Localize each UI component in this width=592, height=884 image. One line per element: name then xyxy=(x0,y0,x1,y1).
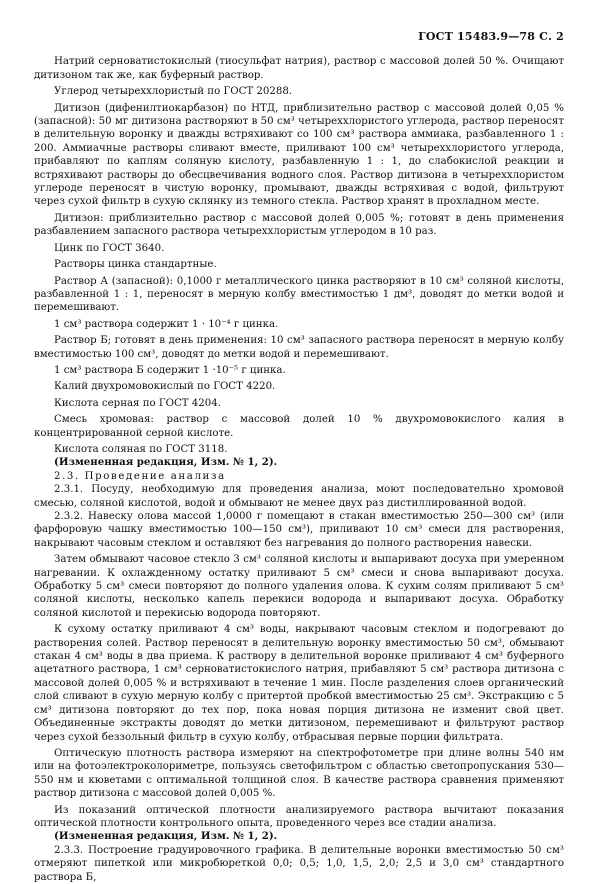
paragraph-sulfuric-acid: Кислота серная по ГОСТ 4204. xyxy=(54,397,221,409)
paragraph-2-3-3: 2.3.3. Построение градуировочного графика. В делительные воронки вместимостью 50 см³ отмеряют пипеткой или микробюреткой 0,0; 0,5; 1,0, 1,5, 2,0; 2,5 и 3,0 см³ стандартного раствора Б, xyxy=(34,844,564,883)
paragraph-optical-density: Оптическую плотность раствора измеряют на спектрофотометре при длине волны 540 нм или на фотоэлектроколориметре, пользуясь светофильтром с областью светопропускания 530—550 нм и кюветами с оптимальной толщиной слоя. В качестве раствора сравнения применяют раствор дитизона с массовой долей 0,005 %. xyxy=(34,747,564,800)
paragraph-2-3-2: 2.3.2. Навеску олова массой 1,0000 г помещают в стакан вместимостью 250—300 см³ (или фарфоровую чашку вместимостью 100—150 см³), приливают 10 см³ смеси для растворения, накрывают часовым стеклом и оставляют без нагревания до полного растворения навески. xyxy=(34,511,564,549)
paragraph-2-3-1: 2.3.1. Посуду, необходимую для проведения анализа, моют последовательно хромовой смесью, соляной кислотой, водой и обмывают не менее двух раз дистиллированной водой. xyxy=(34,484,564,509)
paragraph-solution-a-content: 1 см³ раствора содержит 1 · 10⁻⁴ г цинка. xyxy=(54,318,279,330)
paragraph-solution-a: Раствор А (запасной): 0,1000 г металлического цинка растворяют в 10 см³ соляной кислоты, разбавленной 1 : 1, переносят в мерную колбу вместимостью 1 дм³, доводят до метки водой и перемешивают. xyxy=(34,275,564,314)
paragraph-evaporation: Затем обмывают часовое стекло 3 см³ соляной кислоты и выпаривают досуха при умеренном нагревании. К охлажденному остатку приливают 5 см³ смеси и снова выпаривают досуха. Обработку 5 см³ смеси повторяют до полного удаления олова. К сухим солям приливают 5 см³ соляной кислоты, несколько капель перекиси водорода и выпаривают досуха. Обработку соляной кислотой и перекисью водорода повторяют. xyxy=(34,554,564,619)
paragraph-hydrochloric-acid: Кислота соляная по ГОСТ 3118. xyxy=(54,443,228,455)
paragraph-zinc-standards: Растворы цинка стандартные. xyxy=(54,259,217,271)
paragraph-chromic-mixture: Смесь хромовая: раствор с массовой долей 10 % двухромовокислого калия в концентрированной серной кислоте. xyxy=(34,414,564,439)
amendment-note: (Измененная редакция, Изм. № 1, 2). xyxy=(54,456,278,469)
paragraph-blank-subtraction: Из показаний оптической плотности анализируемого раствора вычитают показания оптической плотности контрольного опыта, проведенного через все стадии анализа. xyxy=(34,804,564,829)
paragraph-sodium-thiosulfate: Натрий серноватистокислый (тиосульфат натрия), раствор с массовой долей 50 %. Очищают дитизоном так же, как буферный раствор. xyxy=(34,56,564,81)
paragraph-dithizone-working: Дитизон: приблизительно раствор с массовой долей 0,005 %; готовят в день применения разбавлением запасного раствора четыреххлористым углеродом в 10 раз. xyxy=(34,212,564,238)
paragraph-carbon-tetrachloride: Углерод четыреххлористый по ГОСТ 20288. xyxy=(54,86,293,98)
paragraph-extraction: К сухому остатку приливают 4 см³ воды, накрывают часовым стеклом и подогревают до растворения солей. Раствор переносят в делительную воронку вместимостью 50 см³, обмывают стакан 4 см³ воды в два приема. К раствору в делительной воронке приливают 4 см³ буферного ацетатного раствора, 1 см³ серноватистокислого натрия, прибавляют 5 см³ раствора дитизона с массовой долей 0,005 % и встряхивают в течение 1 мин. После разделения слоев органический слой сливают в сухую мерную колбу с притертой пробкой вместимостью 25 см³. Экстракцию с 5 см³ дитизона повторяют до тех пор, пока новая порция дитизона не изменит свой цвет. Объединенные экстракты доводят до метки дитизоном, перемешивают и фильтруют раствор через сухой беззольный фильтр в сухую колбу, отбрасывая первые порции фильтрата. xyxy=(34,624,564,743)
paragraph-zinc: Цинк по ГОСТ 3640. xyxy=(54,242,165,254)
section-heading: 2.3. Проведение анализа xyxy=(54,470,226,482)
paragraph-solution-b: Раствор Б; готовят в день применения: 10 см³ запасного раствора переносят в мерную колбу вместимостью 100 см³, доводят до метки водой и перемешивают. xyxy=(34,335,564,360)
paragraph-dithizone-stock: Дитизон (дифенилтиокарбазон) по НТД, приблизительно раствор с массовой долей 0,05 % (запасной): 50 мг дитизона растворяют в 50 см³ четыреххлористого углерода, раствор переносят в делительную воронку и дважды встряхивают со 100 см³ раствора аммиака, разбавленного 1 : 200. Аммиачные растворы сливают вместе, приливают 100 см³ четыреххлористого углерода, прибавляют по каплям соляную кислоту, разбавленную 1 : 1, до слабокислой реакции и встряхивают растворы до обесцвечивания водного слоя. Раствор дитизона в четыреххлористом углероде переносят в чистую воронку, промывают, дважды встряхивая с водой, фильтруют через сухой фильтр в сухую склянку из темного стекла. Раствор хранят в прохладном месте. xyxy=(34,102,564,208)
paragraph-solution-b-content: 1 см³ раствора Б содержит 1 ·10⁻⁵ г цинка. xyxy=(54,364,286,376)
page-header: ГОСТ 15483.9—78 С. 2 xyxy=(418,30,564,43)
amendment-note-2: (Измененная редакция, Изм. № 1, 2). xyxy=(54,830,278,843)
paragraph-potassium-dichromate: Калий двухромовокислый по ГОСТ 4220. xyxy=(54,381,276,393)
